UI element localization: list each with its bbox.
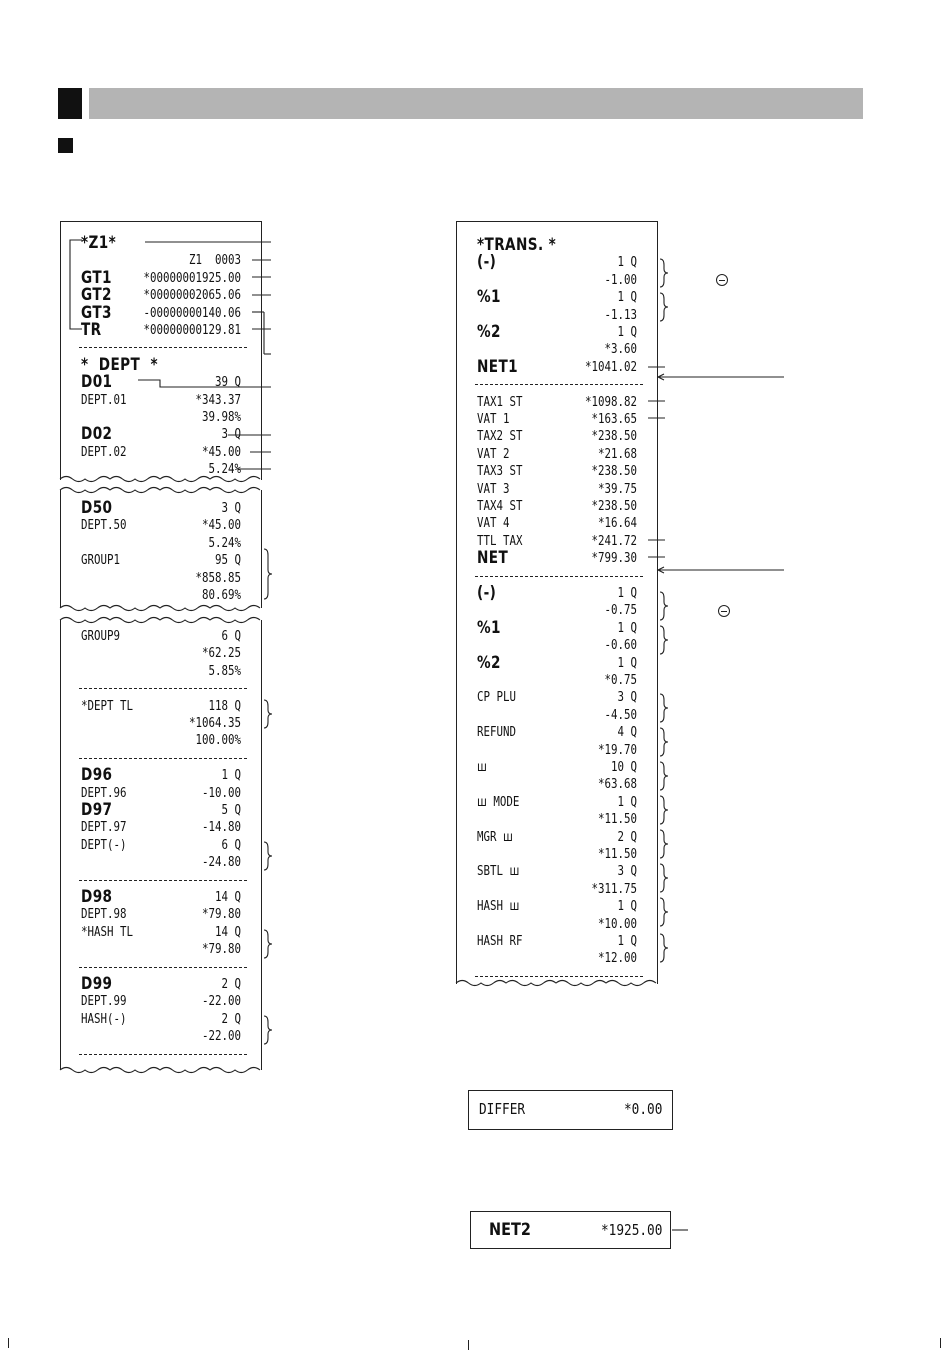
row-value: 1 Q [617,654,637,671]
receipt-row [477,617,637,638]
row-value: -22.00 [201,993,241,1010]
row-value: *79.80 [201,906,241,923]
receipt-row [477,828,637,846]
row-value: 5.24% [208,461,241,478]
row-value: 1 Q [617,619,637,636]
row-label: ꟺ MODE [477,793,520,810]
row-label: D97 [81,800,113,820]
row-value: *00000001925.00 [143,269,241,286]
row-label: GROUP1 [81,552,121,569]
row-value: 14 Q [214,889,241,905]
differ-value: *0.00 [624,1100,663,1118]
row-value: 5.85% [208,662,241,679]
row-label: D02 [81,424,113,445]
row-value: 3 Q [221,426,241,443]
row-value: 1 Q [617,585,637,601]
receipt-row [81,235,225,252]
row-label: NET1 [477,356,519,377]
row-value: 39.98% [201,409,241,425]
row-value: 3 Q [617,689,637,706]
row-value: *00000000129.81 [143,322,241,338]
receipt-row [477,428,637,445]
minus-circle-icon [718,605,730,617]
receipt-row [477,880,637,898]
receipt-row [81,715,241,732]
receipt-row [477,548,637,569]
receipt-row [81,534,241,552]
row-value: *63.68 [597,776,637,793]
row-label: %1 [477,617,501,638]
receipt-row [81,1028,241,1045]
receipt-row [477,652,637,673]
row-label: (-) [477,252,497,273]
row-label: TAX2 ST [477,428,523,445]
row-value: -1.00 [604,271,637,288]
row-label: TR [81,320,102,340]
receipt-separator [79,880,247,881]
row-value: 3 Q [617,863,637,880]
row-value: 80.69% [201,587,241,603]
row-value: 1 Q [617,289,637,306]
receipt-row [81,587,241,604]
row-label: DEPT(-) [81,836,127,853]
receipt-row [477,776,637,793]
row-value: -00000000140.06 [143,304,241,321]
row-value: 1 Q [617,254,637,271]
row-label: GT2 [81,285,112,306]
row-value: -22.00 [201,1028,241,1045]
row-label: * DEPT * [81,354,158,375]
row-label: D99 [81,974,113,994]
row-value: -24.80 [201,854,241,871]
receipt-row [477,915,637,933]
row-label: VAT 4 [477,515,510,532]
row-label: NET [477,548,509,569]
row-value: *1098.82 [584,393,637,410]
row-label: TAX1 ST [477,393,523,410]
row-value: *238.50 [591,463,637,480]
row-value: 4 Q [617,724,637,741]
row-label: %1 [477,287,501,308]
net2-label: NET2 [489,1220,531,1240]
receipt-row [477,252,637,273]
row-label: GROUP9 [81,628,121,644]
row-label: *DEPT TL [81,697,134,714]
receipt-row [81,443,241,461]
receipt-row [477,583,637,603]
row-value: *39.75 [597,480,637,497]
receipt-row [477,237,621,254]
receipt-row [477,322,637,342]
row-value: *21.68 [597,445,637,462]
row-label: SBTL ꟺ [477,863,520,880]
receipt-row [477,498,637,515]
receipt-row [81,569,241,587]
row-value: 3 Q [221,500,241,516]
row-value: 14 Q [214,923,241,940]
row-value: 5.24% [208,534,241,551]
row-value: 39 Q [214,374,241,391]
receipt-row [81,974,241,994]
receipt-row [477,463,637,480]
receipt-row [477,515,637,532]
row-label: VAT 3 [477,480,510,497]
row-label: D98 [81,887,113,907]
crop-mark [468,1340,469,1350]
row-value: *3.60 [604,341,637,358]
subsection-bullet [58,138,73,153]
row-label: VAT 1 [477,411,510,427]
row-value: *79.80 [201,941,241,958]
row-label: TAX4 ST [477,498,523,514]
row-value: *11.50 [597,846,637,862]
row-value: *343.37 [195,391,241,408]
receipt-row [81,906,241,923]
receipt-row [477,811,637,828]
row-value: *1064.35 [188,715,241,731]
receipt-row [477,689,637,706]
row-value: *00000002065.06 [143,287,241,304]
row-value: *238.50 [591,498,637,514]
receipt-row [477,480,637,498]
row-value: -10.00 [201,784,241,801]
differ-display [468,1090,673,1130]
receipt-row [81,732,241,749]
row-value: -1.13 [604,306,637,323]
row-value: *16.64 [597,515,637,532]
receipt-separator [475,576,643,577]
row-value: 100.00% [195,732,241,749]
row-label: CP PLU [477,689,517,706]
receipt-row [477,393,637,411]
row-label: ꟺ [477,759,487,775]
row-label: GT3 [81,302,112,323]
receipt-row [81,800,241,820]
row-value: *62.25 [201,645,241,662]
differ-label: DIFFER [479,1100,526,1118]
receipt-separator [475,976,643,977]
receipt-row [81,993,241,1010]
row-label: DEPT.99 [81,993,127,1010]
row-label: TTL TAX [477,532,523,549]
row-label: DEPT.98 [81,906,127,923]
receipt-row [477,356,637,377]
row-value: Z1 0003 [188,252,241,269]
row-label: D01 [81,372,113,393]
row-value: *19.70 [597,741,637,758]
receipt-row [477,411,637,428]
receipt-separator [79,758,247,759]
receipt-row [81,302,241,323]
row-label: D96 [81,765,113,786]
row-value: 10 Q [610,759,637,775]
receipt-row [81,424,241,445]
receipt-row [81,552,241,569]
receipt-row [81,697,241,715]
row-value: 1 Q [617,898,637,915]
receipt-row [81,517,241,534]
row-value: 2 Q [617,828,637,845]
receipt-row [477,741,637,759]
receipt-row [477,863,637,880]
receipt-row [477,898,637,915]
receipt-separator [79,347,247,348]
row-value: *311.75 [591,880,637,897]
row-value: *163.65 [591,411,637,427]
row-label: (-) [477,583,497,603]
receipt-separator [475,384,643,385]
row-value: *799.30 [591,550,637,567]
receipt-row [81,628,241,645]
row-label: GT1 [81,267,112,288]
row-value: *858.85 [195,569,241,586]
receipt-row [81,498,241,518]
receipt-row [81,923,241,941]
receipt-row [81,645,241,662]
row-label: HASH ꟺ [477,898,520,915]
receipt-row [477,933,637,950]
receipt-row [81,836,241,854]
row-value: *45.00 [201,443,241,460]
receipt-row [81,372,241,393]
receipt-separator [79,1054,247,1055]
row-value: 95 Q [214,552,241,569]
row-label: D50 [81,498,113,518]
row-value: -4.50 [604,706,637,723]
receipt-row [477,672,637,689]
receipt-row [81,320,241,340]
row-label: VAT 2 [477,445,510,462]
receipt-row [477,287,637,308]
row-label: TAX3 ST [477,463,523,480]
row-value: -14.80 [201,819,241,836]
row-value: 2 Q [221,1010,241,1027]
row-label: *Z1* [81,233,117,253]
crop-mark [940,1338,941,1348]
row-value: -0.75 [604,602,637,619]
receipt-row [477,950,637,967]
receipt-row [81,391,241,409]
receipt-row [81,819,241,836]
row-value: 6 Q [221,836,241,853]
row-label: MGR ꟺ [477,828,513,845]
row-label: DEPT.97 [81,819,127,836]
row-value: *1041.02 [584,358,637,375]
row-value: 6 Q [221,628,241,644]
row-label: REFUND [477,724,517,741]
receipt-row [81,854,241,871]
row-label: DEPT.01 [81,391,127,408]
receipt-separator [79,688,247,689]
row-value: *241.72 [591,532,637,549]
receipt-row [81,1010,241,1028]
receipt-row [81,941,241,958]
row-value: -0.60 [604,637,637,654]
row-value: 2 Q [221,976,241,992]
row-label: HASH RF [477,933,523,949]
row-value: *12.00 [597,950,637,967]
row-value: *11.50 [597,811,637,828]
receipt-row [477,793,637,811]
row-label: *HASH TL [81,923,134,940]
row-value: 1 Q [617,324,637,340]
row-label: %2 [477,652,501,673]
row-value: 1 Q [617,933,637,949]
row-value: *10.00 [597,915,637,932]
row-value: 5 Q [221,802,241,818]
net2-value: *1925.00 [601,1221,663,1239]
receipt-trans [456,221,658,984]
row-value: *0.75 [604,672,637,688]
row-label: DEPT.96 [81,784,127,801]
receipt-row [81,461,241,478]
crop-mark [8,1338,9,1348]
section-header-bar [89,88,863,119]
row-value: *45.00 [201,517,241,534]
receipt-separator [79,967,247,968]
receipt-row [81,765,241,786]
receipt-row [477,706,637,724]
row-value: *238.50 [591,428,637,445]
receipt-dept-totals [60,620,262,1070]
receipt-row [477,724,637,741]
row-value: 118 Q [208,697,241,714]
section-marker [58,88,82,119]
row-value: 1 Q [617,793,637,810]
minus-circle-icon [716,274,728,286]
receipt-row [477,759,637,776]
receipt-row [477,846,637,863]
row-label: HASH(-) [81,1010,127,1027]
row-label: DEPT.02 [81,443,127,460]
receipt-row [81,662,241,680]
receipt-dept-group [60,490,262,608]
row-label: %2 [477,322,501,342]
receipt-z1-dept [60,221,262,480]
receipt-row [477,445,637,463]
receipt-row [81,887,241,907]
row-label: DEPT.50 [81,517,127,534]
net2-display [470,1211,671,1249]
row-label: *TRANS. * [477,235,557,255]
row-value: 1 Q [221,767,241,784]
